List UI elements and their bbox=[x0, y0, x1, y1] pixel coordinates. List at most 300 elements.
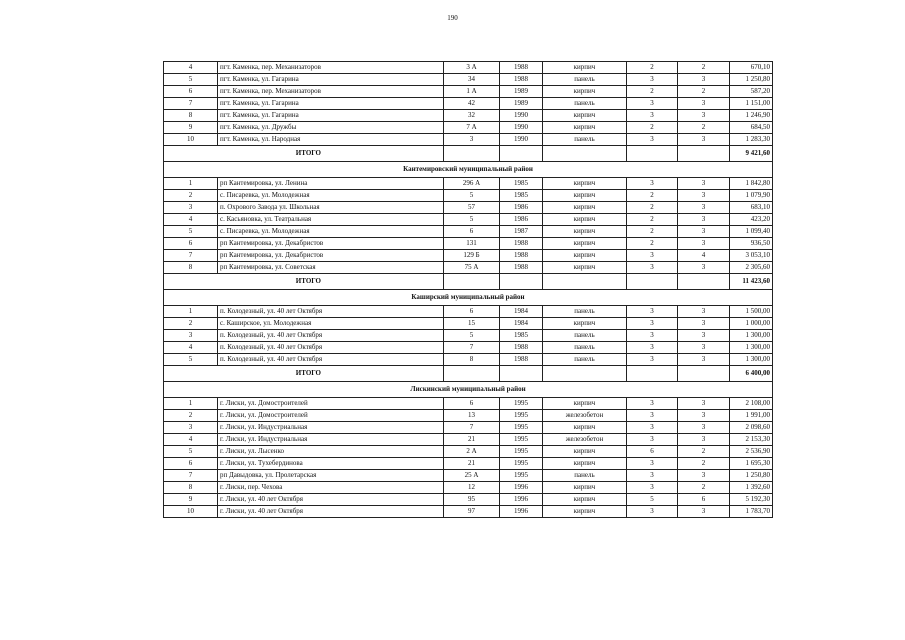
entrances-cell: 3 bbox=[678, 178, 730, 190]
table-row bbox=[164, 330, 773, 342]
floors-cell: 6 bbox=[627, 446, 678, 458]
area-cell: 683,10 bbox=[730, 202, 773, 214]
housing-register-table bbox=[163, 61, 773, 518]
table-row bbox=[164, 446, 773, 458]
floors-cell: 2 bbox=[627, 202, 678, 214]
table-row bbox=[164, 110, 773, 122]
house-number-cell: 8 bbox=[444, 354, 500, 366]
entrances-cell: 3 bbox=[678, 434, 730, 446]
empty-cell bbox=[444, 146, 500, 162]
wall-material-cell: кирпич bbox=[543, 250, 627, 262]
floors-cell: 3 bbox=[627, 482, 678, 494]
wall-material-cell: кирпич bbox=[543, 62, 627, 74]
row-number-cell: 7 bbox=[164, 98, 218, 110]
row-number-cell: 2 bbox=[164, 190, 218, 202]
table-row bbox=[164, 422, 773, 434]
address-cell: г. Лиски, ул. Домостроителей bbox=[218, 398, 444, 410]
row-number-cell: 1 bbox=[164, 178, 218, 190]
entrances-cell: 3 bbox=[678, 422, 730, 434]
entrances-cell: 3 bbox=[678, 306, 730, 318]
row-number-cell: 8 bbox=[164, 262, 218, 274]
row-number-cell: 4 bbox=[164, 342, 218, 354]
year-cell: 1988 bbox=[500, 262, 543, 274]
entrances-cell: 3 bbox=[678, 410, 730, 422]
area-cell: 1 250,80 bbox=[730, 470, 773, 482]
house-number-cell: 5 bbox=[444, 330, 500, 342]
row-number-cell: 8 bbox=[164, 482, 218, 494]
address-cell: г. Лиски, пер. Чехова bbox=[218, 482, 444, 494]
total-label: ИТОГО bbox=[164, 366, 444, 382]
address-cell: г. Лиски, ул. Тухебердинова bbox=[218, 458, 444, 470]
area-cell: 2 108,00 bbox=[730, 398, 773, 410]
table-row bbox=[164, 470, 773, 482]
floors-cell: 3 bbox=[627, 458, 678, 470]
area-cell: 1 300,00 bbox=[730, 330, 773, 342]
table-row bbox=[164, 62, 773, 74]
area-cell: 1 246,90 bbox=[730, 110, 773, 122]
address-cell: рп Кантемировка, ул. Советская bbox=[218, 262, 444, 274]
house-number-cell: 296 А bbox=[444, 178, 500, 190]
entrances-cell: 2 bbox=[678, 458, 730, 470]
wall-material-cell: панель bbox=[543, 470, 627, 482]
wall-material-cell: кирпич bbox=[543, 494, 627, 506]
address-cell: пгт. Каменка, ул. Гагарина bbox=[218, 74, 444, 86]
house-number-cell: 5 bbox=[444, 214, 500, 226]
section-header-row bbox=[164, 290, 773, 306]
year-cell: 1987 bbox=[500, 226, 543, 238]
area-cell: 1 283,30 bbox=[730, 134, 773, 146]
wall-material-cell: кирпич bbox=[543, 238, 627, 250]
entrances-cell: 3 bbox=[678, 226, 730, 238]
empty-cell bbox=[678, 274, 730, 290]
year-cell: 1995 bbox=[500, 422, 543, 434]
empty-cell bbox=[678, 366, 730, 382]
area-cell: 1 151,00 bbox=[730, 98, 773, 110]
address-cell: г. Лиски, ул. Индустриальная bbox=[218, 434, 444, 446]
wall-material-cell: панель bbox=[543, 306, 627, 318]
empty-cell bbox=[444, 366, 500, 382]
floors-cell: 3 bbox=[627, 262, 678, 274]
wall-material-cell: кирпич bbox=[543, 262, 627, 274]
entrances-cell: 4 bbox=[678, 250, 730, 262]
entrances-cell: 2 bbox=[678, 122, 730, 134]
row-number-cell: 1 bbox=[164, 306, 218, 318]
row-number-cell: 4 bbox=[164, 62, 218, 74]
area-cell: 1 500,00 bbox=[730, 306, 773, 318]
area-cell: 2 098,60 bbox=[730, 422, 773, 434]
area-cell: 1 300,00 bbox=[730, 342, 773, 354]
floors-cell: 3 bbox=[627, 470, 678, 482]
floors-cell: 3 bbox=[627, 98, 678, 110]
floors-cell: 2 bbox=[627, 122, 678, 134]
entrances-cell: 3 bbox=[678, 98, 730, 110]
address-cell: г. Лиски, ул. Домостроителей bbox=[218, 410, 444, 422]
address-cell: рп Кантемировка, ул. Декабристов bbox=[218, 250, 444, 262]
entrances-cell: 3 bbox=[678, 470, 730, 482]
house-number-cell: 95 bbox=[444, 494, 500, 506]
empty-cell bbox=[627, 274, 678, 290]
year-cell: 1988 bbox=[500, 62, 543, 74]
floors-cell: 3 bbox=[627, 410, 678, 422]
address-cell: г. Лиски, ул. 40 лет Октября bbox=[218, 506, 444, 518]
address-cell: п. Колодезный, ул. 40 лет Октября bbox=[218, 330, 444, 342]
house-number-cell: 42 bbox=[444, 98, 500, 110]
floors-cell: 3 bbox=[627, 250, 678, 262]
entrances-cell: 3 bbox=[678, 202, 730, 214]
empty-cell bbox=[627, 366, 678, 382]
house-number-cell: 131 bbox=[444, 238, 500, 250]
table-row bbox=[164, 86, 773, 98]
row-number-cell: 8 bbox=[164, 110, 218, 122]
year-cell: 1996 bbox=[500, 482, 543, 494]
row-number-cell: 9 bbox=[164, 122, 218, 134]
entrances-cell: 3 bbox=[678, 134, 730, 146]
address-cell: п. Колодезный, ул. 40 лет Октября bbox=[218, 354, 444, 366]
floors-cell: 3 bbox=[627, 110, 678, 122]
house-number-cell: 25 А bbox=[444, 470, 500, 482]
floors-cell: 3 bbox=[627, 318, 678, 330]
address-cell: с. Писаревка, ул. Молодежная bbox=[218, 226, 444, 238]
table-row bbox=[164, 398, 773, 410]
address-cell: п. Охрового Завода ул. Школьная bbox=[218, 202, 444, 214]
total-area-value: 6 400,00 bbox=[730, 366, 773, 382]
area-cell: 3 053,10 bbox=[730, 250, 773, 262]
entrances-cell: 3 bbox=[678, 190, 730, 202]
address-cell: п. Колодезный, ул. 40 лет Октября bbox=[218, 306, 444, 318]
row-number-cell: 7 bbox=[164, 250, 218, 262]
year-cell: 1995 bbox=[500, 410, 543, 422]
wall-material-cell: кирпич bbox=[543, 122, 627, 134]
empty-cell bbox=[678, 146, 730, 162]
house-number-cell: 21 bbox=[444, 434, 500, 446]
year-cell: 1988 bbox=[500, 238, 543, 250]
wall-material-cell: кирпич bbox=[543, 318, 627, 330]
address-cell: пгт. Каменка, ул. Народная bbox=[218, 134, 444, 146]
table-row bbox=[164, 226, 773, 238]
house-number-cell: 15 bbox=[444, 318, 500, 330]
table-row bbox=[164, 202, 773, 214]
house-number-cell: 57 bbox=[444, 202, 500, 214]
wall-material-cell: кирпич bbox=[543, 110, 627, 122]
wall-material-cell: кирпич bbox=[543, 214, 627, 226]
total-row bbox=[164, 274, 773, 290]
house-number-cell: 129 Б bbox=[444, 250, 500, 262]
empty-cell bbox=[500, 146, 543, 162]
empty-cell bbox=[444, 274, 500, 290]
entrances-cell: 3 bbox=[678, 354, 730, 366]
section-title: Каширский муниципальный район bbox=[164, 290, 773, 306]
house-number-cell: 7 А bbox=[444, 122, 500, 134]
table-row bbox=[164, 98, 773, 110]
year-cell: 1988 bbox=[500, 354, 543, 366]
area-cell: 2 305,60 bbox=[730, 262, 773, 274]
entrances-cell: 2 bbox=[678, 62, 730, 74]
page-number: 190 bbox=[447, 14, 458, 22]
table-row bbox=[164, 238, 773, 250]
year-cell: 1984 bbox=[500, 306, 543, 318]
year-cell: 1988 bbox=[500, 250, 543, 262]
area-cell: 684,50 bbox=[730, 122, 773, 134]
year-cell: 1989 bbox=[500, 86, 543, 98]
empty-cell bbox=[627, 146, 678, 162]
empty-cell bbox=[500, 274, 543, 290]
wall-material-cell: кирпич bbox=[543, 458, 627, 470]
table-row bbox=[164, 190, 773, 202]
entrances-cell: 3 bbox=[678, 214, 730, 226]
house-number-cell: 6 bbox=[444, 398, 500, 410]
area-cell: 1 695,30 bbox=[730, 458, 773, 470]
entrances-cell: 3 bbox=[678, 342, 730, 354]
table-row bbox=[164, 458, 773, 470]
section-title: Лискинский муниципальный район bbox=[164, 382, 773, 398]
area-cell: 1 300,00 bbox=[730, 354, 773, 366]
wall-material-cell: кирпич bbox=[543, 422, 627, 434]
row-number-cell: 4 bbox=[164, 214, 218, 226]
wall-material-cell: кирпич bbox=[543, 190, 627, 202]
section-header-row bbox=[164, 382, 773, 398]
year-cell: 1995 bbox=[500, 398, 543, 410]
address-cell: с. Писаревка, ул. Молодежная bbox=[218, 190, 444, 202]
row-number-cell: 6 bbox=[164, 458, 218, 470]
table-row bbox=[164, 74, 773, 86]
house-number-cell: 3 bbox=[444, 134, 500, 146]
total-area-value: 11 423,60 bbox=[730, 274, 773, 290]
year-cell: 1986 bbox=[500, 202, 543, 214]
year-cell: 1990 bbox=[500, 122, 543, 134]
floors-cell: 2 bbox=[627, 190, 678, 202]
entrances-cell: 3 bbox=[678, 330, 730, 342]
row-number-cell: 1 bbox=[164, 398, 218, 410]
address-cell: рп Кантемировка, ул. Ленина bbox=[218, 178, 444, 190]
year-cell: 1996 bbox=[500, 506, 543, 518]
house-number-cell: 7 bbox=[444, 342, 500, 354]
table-row bbox=[164, 342, 773, 354]
year-cell: 1985 bbox=[500, 330, 543, 342]
wall-material-cell: кирпич bbox=[543, 398, 627, 410]
section-title: Кантемировский муниципальный район bbox=[164, 162, 773, 178]
table-row bbox=[164, 250, 773, 262]
entrances-cell: 6 bbox=[678, 494, 730, 506]
wall-material-cell: панель bbox=[543, 74, 627, 86]
wall-material-cell: кирпич bbox=[543, 482, 627, 494]
empty-cell bbox=[543, 274, 627, 290]
house-number-cell: 7 bbox=[444, 422, 500, 434]
floors-cell: 3 bbox=[627, 398, 678, 410]
table-row bbox=[164, 434, 773, 446]
area-cell: 2 536,90 bbox=[730, 446, 773, 458]
entrances-cell: 3 bbox=[678, 318, 730, 330]
year-cell: 1995 bbox=[500, 446, 543, 458]
house-number-cell: 97 bbox=[444, 506, 500, 518]
table-row bbox=[164, 262, 773, 274]
entrances-cell: 2 bbox=[678, 86, 730, 98]
table-row bbox=[164, 214, 773, 226]
wall-material-cell: панель bbox=[543, 98, 627, 110]
year-cell: 1995 bbox=[500, 458, 543, 470]
area-cell: 1 991,00 bbox=[730, 410, 773, 422]
area-cell: 2 153,30 bbox=[730, 434, 773, 446]
row-number-cell: 4 bbox=[164, 434, 218, 446]
row-number-cell: 5 bbox=[164, 354, 218, 366]
year-cell: 1986 bbox=[500, 214, 543, 226]
house-number-cell: 1 А bbox=[444, 86, 500, 98]
entrances-cell: 2 bbox=[678, 482, 730, 494]
row-number-cell: 6 bbox=[164, 86, 218, 98]
empty-cell bbox=[543, 146, 627, 162]
year-cell: 1985 bbox=[500, 190, 543, 202]
floors-cell: 3 bbox=[627, 434, 678, 446]
entrances-cell: 3 bbox=[678, 506, 730, 518]
floors-cell: 3 bbox=[627, 306, 678, 318]
floors-cell: 3 bbox=[627, 342, 678, 354]
house-number-cell: 21 bbox=[444, 458, 500, 470]
entrances-cell: 3 bbox=[678, 262, 730, 274]
area-cell: 1 079,90 bbox=[730, 190, 773, 202]
house-number-cell: 75 А bbox=[444, 262, 500, 274]
year-cell: 1985 bbox=[500, 178, 543, 190]
table-row bbox=[164, 306, 773, 318]
house-number-cell: 6 bbox=[444, 226, 500, 238]
row-number-cell: 2 bbox=[164, 318, 218, 330]
wall-material-cell: кирпич bbox=[543, 202, 627, 214]
table-row bbox=[164, 506, 773, 518]
wall-material-cell: кирпич bbox=[543, 446, 627, 458]
wall-material-cell: кирпич bbox=[543, 506, 627, 518]
house-number-cell: 2 А bbox=[444, 446, 500, 458]
year-cell: 1995 bbox=[500, 470, 543, 482]
empty-cell bbox=[543, 366, 627, 382]
year-cell: 1995 bbox=[500, 434, 543, 446]
table-row bbox=[164, 122, 773, 134]
row-number-cell: 7 bbox=[164, 470, 218, 482]
address-cell: рп Кантемировка, ул. Декабристов bbox=[218, 238, 444, 250]
house-number-cell: 12 bbox=[444, 482, 500, 494]
entrances-cell: 3 bbox=[678, 238, 730, 250]
address-cell: пгт. Каменка, ул. Гагарина bbox=[218, 110, 444, 122]
table-body bbox=[164, 62, 773, 518]
row-number-cell: 10 bbox=[164, 134, 218, 146]
total-row bbox=[164, 366, 773, 382]
entrances-cell: 2 bbox=[678, 446, 730, 458]
wall-material-cell: кирпич bbox=[543, 178, 627, 190]
floors-cell: 2 bbox=[627, 226, 678, 238]
floors-cell: 3 bbox=[627, 74, 678, 86]
empty-cell bbox=[500, 366, 543, 382]
floors-cell: 2 bbox=[627, 62, 678, 74]
house-number-cell: 13 bbox=[444, 410, 500, 422]
address-cell: с. Касьяновка, ул. Театральная bbox=[218, 214, 444, 226]
address-cell: пгт. Каменка, пер. Механизаторов bbox=[218, 86, 444, 98]
house-number-cell: 3 А bbox=[444, 62, 500, 74]
floors-cell: 3 bbox=[627, 178, 678, 190]
area-cell: 1 250,80 bbox=[730, 74, 773, 86]
wall-material-cell: панель bbox=[543, 342, 627, 354]
row-number-cell: 5 bbox=[164, 74, 218, 86]
floors-cell: 2 bbox=[627, 86, 678, 98]
row-number-cell: 9 bbox=[164, 494, 218, 506]
year-cell: 1989 bbox=[500, 98, 543, 110]
total-row bbox=[164, 146, 773, 162]
wall-material-cell: панель bbox=[543, 354, 627, 366]
floors-cell: 3 bbox=[627, 506, 678, 518]
area-cell: 5 192,30 bbox=[730, 494, 773, 506]
table-row bbox=[164, 354, 773, 366]
area-cell: 1 000,00 bbox=[730, 318, 773, 330]
row-number-cell: 5 bbox=[164, 226, 218, 238]
address-cell: г. Лиски, ул. Лысенко bbox=[218, 446, 444, 458]
row-number-cell: 3 bbox=[164, 202, 218, 214]
area-cell: 587,20 bbox=[730, 86, 773, 98]
table-row bbox=[164, 318, 773, 330]
table-row bbox=[164, 178, 773, 190]
total-area-value: 9 421,60 bbox=[730, 146, 773, 162]
row-number-cell: 10 bbox=[164, 506, 218, 518]
floors-cell: 2 bbox=[627, 238, 678, 250]
area-cell: 1 392,60 bbox=[730, 482, 773, 494]
year-cell: 1988 bbox=[500, 74, 543, 86]
wall-material-cell: кирпич bbox=[543, 226, 627, 238]
address-cell: г. Лиски, ул. Индустриальная bbox=[218, 422, 444, 434]
wall-material-cell: железобетон bbox=[543, 410, 627, 422]
area-cell: 936,50 bbox=[730, 238, 773, 250]
address-cell: п. Колодезный, ул. 40 лет Октября bbox=[218, 342, 444, 354]
house-number-cell: 5 bbox=[444, 190, 500, 202]
address-cell: пгт. Каменка, ул. Гагарина bbox=[218, 98, 444, 110]
floors-cell: 5 bbox=[627, 494, 678, 506]
section-header-row bbox=[164, 162, 773, 178]
year-cell: 1996 bbox=[500, 494, 543, 506]
area-cell: 670,10 bbox=[730, 62, 773, 74]
area-cell: 1 099,40 bbox=[730, 226, 773, 238]
floors-cell: 3 bbox=[627, 330, 678, 342]
wall-material-cell: железобетон bbox=[543, 434, 627, 446]
row-number-cell: 3 bbox=[164, 330, 218, 342]
area-cell: 1 783,70 bbox=[730, 506, 773, 518]
area-cell: 1 842,80 bbox=[730, 178, 773, 190]
address-cell: пгт. Каменка, пер. Механизаторов bbox=[218, 62, 444, 74]
wall-material-cell: панель bbox=[543, 330, 627, 342]
year-cell: 1984 bbox=[500, 318, 543, 330]
row-number-cell: 2 bbox=[164, 410, 218, 422]
floors-cell: 3 bbox=[627, 354, 678, 366]
table-row bbox=[164, 494, 773, 506]
entrances-cell: 3 bbox=[678, 74, 730, 86]
house-number-cell: 34 bbox=[444, 74, 500, 86]
table-row bbox=[164, 410, 773, 422]
floors-cell: 3 bbox=[627, 134, 678, 146]
floors-cell: 2 bbox=[627, 214, 678, 226]
year-cell: 1990 bbox=[500, 110, 543, 122]
address-cell: пгт. Каменка, ул. Дружбы bbox=[218, 122, 444, 134]
house-number-cell: 32 bbox=[444, 110, 500, 122]
entrances-cell: 3 bbox=[678, 110, 730, 122]
wall-material-cell: панель bbox=[543, 134, 627, 146]
floors-cell: 3 bbox=[627, 422, 678, 434]
total-label: ИТОГО bbox=[164, 274, 444, 290]
address-cell: с. Каширское, ул. Молодежная bbox=[218, 318, 444, 330]
row-number-cell: 5 bbox=[164, 446, 218, 458]
table-row bbox=[164, 134, 773, 146]
house-number-cell: 6 bbox=[444, 306, 500, 318]
table-row bbox=[164, 482, 773, 494]
year-cell: 1990 bbox=[500, 134, 543, 146]
address-cell: рп Давыдовка, ул. Пролетарская bbox=[218, 470, 444, 482]
wall-material-cell: кирпич bbox=[543, 86, 627, 98]
total-label: ИТОГО bbox=[164, 146, 444, 162]
row-number-cell: 3 bbox=[164, 422, 218, 434]
area-cell: 423,20 bbox=[730, 214, 773, 226]
year-cell: 1988 bbox=[500, 342, 543, 354]
